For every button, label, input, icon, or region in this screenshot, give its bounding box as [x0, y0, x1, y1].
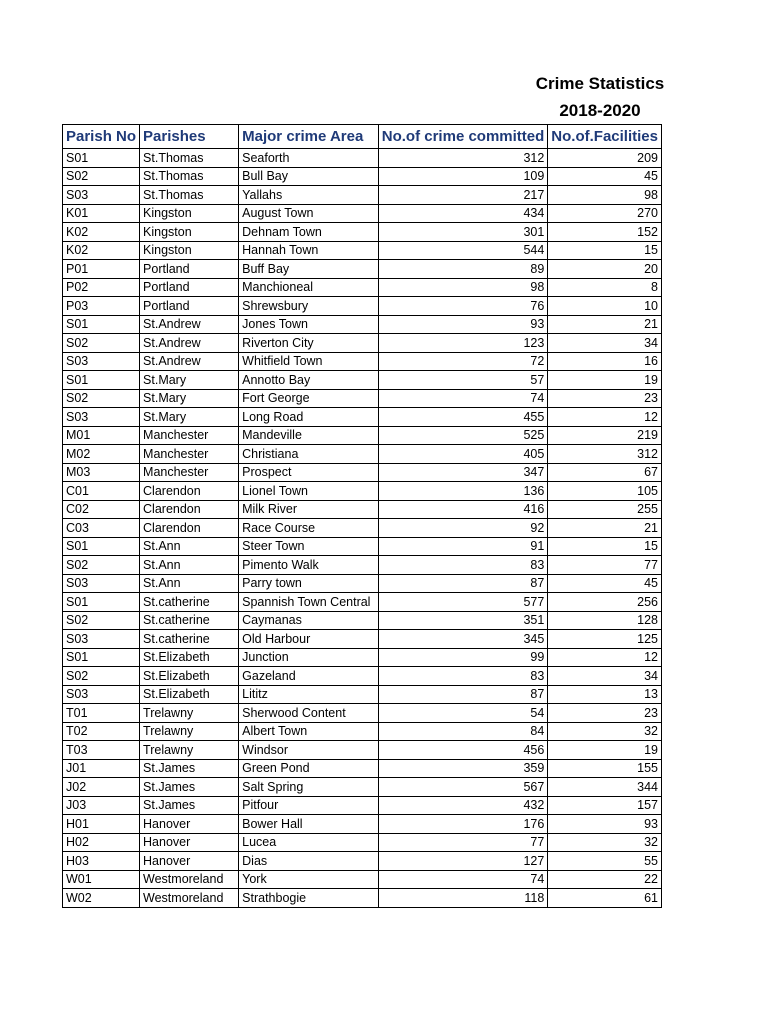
parish-cell[interactable]: St.Mary — [140, 389, 239, 408]
parish-cell[interactable]: Westmoreland — [140, 889, 239, 908]
parish-cell[interactable]: St.catherine — [140, 611, 239, 630]
facilities-cell[interactable]: 61 — [548, 889, 662, 908]
crime-area-cell[interactable]: Race Course — [239, 519, 379, 538]
facilities-cell[interactable]: 105 — [548, 482, 662, 501]
facilities-cell[interactable]: 255 — [548, 500, 662, 519]
parish-cell[interactable]: Kingston — [140, 204, 239, 223]
parish-no-cell[interactable]: H02 — [63, 833, 140, 852]
table-row — [63, 500, 662, 519]
parish-no-cell[interactable]: K02 — [63, 223, 140, 242]
facilities-cell[interactable]: 16 — [548, 352, 662, 371]
crimes-committed-cell[interactable]: 217 — [378, 186, 548, 205]
facilities-cell[interactable]: 155 — [548, 759, 662, 778]
facilities-cell[interactable]: 22 — [548, 870, 662, 889]
crimes-committed-cell[interactable]: 434 — [378, 204, 548, 223]
parish-no-cell[interactable]: P01 — [63, 260, 140, 279]
sheet-subtitle-years: 2018-2020 — [559, 101, 641, 120]
parish-cell[interactable]: St.Andrew — [140, 352, 239, 371]
crimes-committed-cell[interactable]: 57 — [378, 371, 548, 390]
table-row — [63, 445, 662, 464]
table-row — [63, 352, 662, 371]
facilities-cell[interactable]: 45 — [548, 167, 662, 186]
table-row — [63, 260, 662, 279]
crime-area-cell[interactable]: Bower Hall — [239, 815, 379, 834]
crimes-committed-cell[interactable]: 84 — [378, 722, 548, 741]
crime-statistics-sheet — [62, 124, 662, 908]
facilities-cell[interactable]: 12 — [548, 408, 662, 427]
parish-cell[interactable]: St.Thomas — [140, 149, 239, 168]
facilities-cell[interactable]: 20 — [548, 260, 662, 279]
table-row — [63, 334, 662, 353]
facilities-cell[interactable]: 13 — [548, 685, 662, 704]
crimes-committed-cell[interactable]: 87 — [378, 574, 548, 593]
facilities-cell[interactable]: 270 — [548, 204, 662, 223]
crime-area-cell[interactable]: Annotto Bay — [239, 371, 379, 390]
crimes-committed-cell[interactable]: 99 — [378, 648, 548, 667]
parish-no-cell[interactable]: S02 — [63, 167, 140, 186]
crimes-committed-cell[interactable]: 98 — [378, 278, 548, 297]
crime-area-cell[interactable]: Albert Town — [239, 722, 379, 741]
facilities-cell[interactable]: 312 — [548, 445, 662, 464]
parish-no-cell[interactable]: K01 — [63, 204, 140, 223]
parish-cell[interactable]: Kingston — [140, 223, 239, 242]
parish-cell[interactable]: St.Ann — [140, 574, 239, 593]
crime-area-cell[interactable]: Lionel Town — [239, 482, 379, 501]
table-row — [63, 796, 662, 815]
parish-no-cell[interactable]: C01 — [63, 482, 140, 501]
crime-area-cell[interactable]: Milk River — [239, 500, 379, 519]
table-row — [63, 741, 662, 760]
facilities-cell[interactable]: 45 — [548, 574, 662, 593]
parish-cell[interactable]: Manchester — [140, 426, 239, 445]
table-row — [63, 704, 662, 723]
crimes-committed-cell[interactable]: 351 — [378, 611, 548, 630]
table-row — [63, 870, 662, 889]
crime-area-cell[interactable]: Lititz — [239, 685, 379, 704]
crimes-committed-cell[interactable]: 405 — [378, 445, 548, 464]
table-row — [63, 648, 662, 667]
parish-no-cell[interactable]: C02 — [63, 500, 140, 519]
parish-cell[interactable]: St.catherine — [140, 630, 239, 649]
crimes-committed-cell[interactable]: 456 — [378, 741, 548, 760]
parish-no-cell[interactable]: S01 — [63, 315, 140, 334]
crimes-committed-cell[interactable]: 92 — [378, 519, 548, 538]
crime-area-cell[interactable]: Prospect — [239, 463, 379, 482]
parish-no-cell[interactable]: K02 — [63, 241, 140, 260]
crimes-committed-cell[interactable]: 74 — [378, 870, 548, 889]
crimes-committed-cell[interactable]: 432 — [378, 796, 548, 815]
parish-cell[interactable]: Clarendon — [140, 519, 239, 538]
crimes-committed-cell[interactable]: 301 — [378, 223, 548, 242]
facilities-cell[interactable]: 21 — [548, 519, 662, 538]
header-major-crime-area: Major crime Area — [239, 125, 379, 149]
parish-cell[interactable]: St.Elizabeth — [140, 648, 239, 667]
facilities-cell[interactable]: 23 — [548, 389, 662, 408]
facilities-cell[interactable]: 8 — [548, 278, 662, 297]
table-row — [63, 667, 662, 686]
parish-no-cell[interactable]: T01 — [63, 704, 140, 723]
crime-area-cell[interactable]: Pitfour — [239, 796, 379, 815]
crimes-committed-cell[interactable]: 345 — [378, 630, 548, 649]
parish-cell[interactable]: Kingston — [140, 241, 239, 260]
facilities-cell[interactable]: 21 — [548, 315, 662, 334]
facilities-cell[interactable]: 98 — [548, 186, 662, 205]
facilities-cell[interactable]: 34 — [548, 667, 662, 686]
parish-no-cell[interactable]: S03 — [63, 408, 140, 427]
crimes-committed-cell[interactable]: 347 — [378, 463, 548, 482]
table-row — [63, 593, 662, 612]
table-row — [63, 297, 662, 316]
crime-area-cell[interactable]: Fort George — [239, 389, 379, 408]
parish-cell[interactable]: St.James — [140, 759, 239, 778]
crimes-committed-cell[interactable]: 87 — [378, 685, 548, 704]
parish-cell[interactable]: St.Andrew — [140, 315, 239, 334]
facilities-cell[interactable]: 15 — [548, 537, 662, 556]
parish-cell[interactable]: Hanover — [140, 852, 239, 871]
crimes-committed-cell[interactable]: 567 — [378, 778, 548, 797]
crimes-committed-cell[interactable]: 74 — [378, 389, 548, 408]
parish-no-cell[interactable]: J03 — [63, 796, 140, 815]
parish-cell[interactable]: St.catherine — [140, 593, 239, 612]
crimes-committed-cell[interactable]: 83 — [378, 667, 548, 686]
facilities-cell[interactable]: 344 — [548, 778, 662, 797]
parish-cell[interactable]: Westmoreland — [140, 870, 239, 889]
table-row — [63, 204, 662, 223]
crime-area-cell[interactable]: Sherwood Content — [239, 704, 379, 723]
table-row — [63, 778, 662, 797]
parish-no-cell[interactable]: S02 — [63, 611, 140, 630]
parish-cell[interactable]: St.James — [140, 796, 239, 815]
facilities-cell[interactable]: 219 — [548, 426, 662, 445]
parish-no-cell[interactable]: S01 — [63, 371, 140, 390]
crime-area-cell[interactable]: Old Harbour — [239, 630, 379, 649]
parish-cell[interactable]: Portland — [140, 278, 239, 297]
parish-cell[interactable]: St.Thomas — [140, 167, 239, 186]
crimes-committed-cell[interactable]: 83 — [378, 556, 548, 575]
crime-area-cell[interactable]: Junction — [239, 648, 379, 667]
table-row — [63, 278, 662, 297]
table-row — [63, 241, 662, 260]
parish-cell[interactable]: St.Mary — [140, 371, 239, 390]
parish-cell[interactable]: Trelawny — [140, 704, 239, 723]
facilities-cell[interactable]: 67 — [548, 463, 662, 482]
parish-cell[interactable]: Trelawny — [140, 741, 239, 760]
facilities-cell[interactable]: 157 — [548, 796, 662, 815]
parish-no-cell[interactable]: W02 — [63, 889, 140, 908]
parish-no-cell[interactable]: S03 — [63, 352, 140, 371]
parish-no-cell[interactable]: W01 — [63, 870, 140, 889]
parish-no-cell[interactable]: S01 — [63, 648, 140, 667]
crimes-committed-cell[interactable]: 577 — [378, 593, 548, 612]
crime-area-cell[interactable]: Christiana — [239, 445, 379, 464]
crimes-committed-cell[interactable]: 54 — [378, 704, 548, 723]
table-row — [63, 630, 662, 649]
parish-no-cell[interactable]: J02 — [63, 778, 140, 797]
facilities-cell[interactable]: 125 — [548, 630, 662, 649]
crime-area-cell[interactable]: Riverton City — [239, 334, 379, 353]
crime-area-cell[interactable]: Lucea — [239, 833, 379, 852]
parish-no-cell[interactable]: J01 — [63, 759, 140, 778]
parish-no-cell[interactable]: M03 — [63, 463, 140, 482]
parish-cell[interactable]: Clarendon — [140, 482, 239, 501]
parish-cell[interactable]: Trelawny — [140, 722, 239, 741]
parish-cell[interactable]: St.Ann — [140, 537, 239, 556]
crimes-committed-cell[interactable]: 77 — [378, 833, 548, 852]
facilities-cell[interactable]: 23 — [548, 704, 662, 723]
crime-area-cell[interactable]: August Town — [239, 204, 379, 223]
crime-area-cell[interactable]: Steer Town — [239, 537, 379, 556]
facilities-cell[interactable]: 19 — [548, 371, 662, 390]
crime-area-cell[interactable]: Windsor — [239, 741, 379, 760]
header-facilities: No.of.Facilities — [548, 125, 662, 149]
crime-statistics-table — [62, 124, 662, 908]
table-row — [63, 482, 662, 501]
parish-no-cell[interactable]: S02 — [63, 556, 140, 575]
crime-area-cell[interactable]: Salt Spring — [239, 778, 379, 797]
table-row — [63, 852, 662, 871]
crime-area-cell[interactable]: Yallahs — [239, 186, 379, 205]
parish-no-cell[interactable]: C03 — [63, 519, 140, 538]
facilities-cell[interactable]: 19 — [548, 741, 662, 760]
parish-cell[interactable]: Hanover — [140, 815, 239, 834]
crime-area-cell[interactable]: Gazeland — [239, 667, 379, 686]
parish-no-cell[interactable]: S03 — [63, 630, 140, 649]
parish-no-cell[interactable]: S02 — [63, 334, 140, 353]
table-row — [63, 408, 662, 427]
parish-no-cell[interactable]: S03 — [63, 574, 140, 593]
crimes-committed-cell[interactable]: 416 — [378, 500, 548, 519]
table-row — [63, 426, 662, 445]
crime-area-cell[interactable]: Dias — [239, 852, 379, 871]
facilities-cell[interactable]: 32 — [548, 833, 662, 852]
table-row — [63, 149, 662, 168]
facilities-cell[interactable]: 256 — [548, 593, 662, 612]
crime-area-cell[interactable]: Shrewsbury — [239, 297, 379, 316]
table-row — [63, 389, 662, 408]
crimes-committed-cell[interactable]: 455 — [378, 408, 548, 427]
crimes-committed-cell[interactable]: 91 — [378, 537, 548, 556]
table-row — [63, 463, 662, 482]
parish-cell[interactable]: Manchester — [140, 463, 239, 482]
crime-area-cell[interactable]: Dehnam Town — [239, 223, 379, 242]
crimes-committed-cell[interactable]: 123 — [378, 334, 548, 353]
facilities-cell[interactable]: 10 — [548, 297, 662, 316]
facilities-cell[interactable]: 152 — [548, 223, 662, 242]
crimes-committed-cell[interactable]: 72 — [378, 352, 548, 371]
facilities-cell[interactable]: 15 — [548, 241, 662, 260]
crimes-committed-cell[interactable]: 118 — [378, 889, 548, 908]
parish-no-cell[interactable]: H03 — [63, 852, 140, 871]
sheet-title: Crime Statistics — [535, 74, 665, 93]
header-crimes-committed: No.of crime committed — [378, 125, 548, 149]
parish-no-cell[interactable]: S01 — [63, 149, 140, 168]
parish-cell[interactable]: Hanover — [140, 833, 239, 852]
crimes-committed-cell[interactable]: 312 — [378, 149, 548, 168]
crime-area-cell[interactable]: Green Pond — [239, 759, 379, 778]
facilities-cell[interactable]: 77 — [548, 556, 662, 575]
crime-area-cell[interactable]: Whitfield Town — [239, 352, 379, 371]
table-row — [63, 167, 662, 186]
parish-no-cell[interactable]: S03 — [63, 685, 140, 704]
crime-area-cell[interactable]: Mandeville — [239, 426, 379, 445]
parish-no-cell[interactable]: P03 — [63, 297, 140, 316]
crime-area-cell[interactable]: Manchioneal — [239, 278, 379, 297]
parish-no-cell[interactable]: S03 — [63, 186, 140, 205]
crimes-committed-cell[interactable]: 359 — [378, 759, 548, 778]
crime-area-cell[interactable]: Caymanas — [239, 611, 379, 630]
parish-no-cell[interactable]: T03 — [63, 741, 140, 760]
crime-area-cell[interactable]: York — [239, 870, 379, 889]
parish-cell[interactable]: St.Mary — [140, 408, 239, 427]
parish-no-cell[interactable]: M02 — [63, 445, 140, 464]
crime-area-cell[interactable]: Bull Bay — [239, 167, 379, 186]
table-row — [63, 556, 662, 575]
table-row — [63, 574, 662, 593]
table-row — [63, 315, 662, 334]
crime-area-cell[interactable]: Long Road — [239, 408, 379, 427]
parish-cell[interactable]: Portland — [140, 297, 239, 316]
parish-cell[interactable]: St.Thomas — [140, 186, 239, 205]
crime-area-cell[interactable]: Spannish Town Central — [239, 593, 379, 612]
facilities-cell[interactable]: 32 — [548, 722, 662, 741]
table-row — [63, 223, 662, 242]
table-row — [63, 833, 662, 852]
crime-area-cell[interactable]: Buff Bay — [239, 260, 379, 279]
facilities-cell[interactable]: 12 — [548, 648, 662, 667]
parish-cell[interactable]: Portland — [140, 260, 239, 279]
table-row — [63, 371, 662, 390]
crime-area-cell[interactable]: Jones Town — [239, 315, 379, 334]
parish-cell[interactable]: St.James — [140, 778, 239, 797]
table-row — [63, 889, 662, 908]
parish-cell[interactable]: St.Elizabeth — [140, 685, 239, 704]
header-parishes: Parishes — [140, 125, 239, 149]
parish-cell[interactable]: Clarendon — [140, 500, 239, 519]
crimes-committed-cell[interactable]: 525 — [378, 426, 548, 445]
table-row — [63, 759, 662, 778]
crimes-committed-cell[interactable]: 93 — [378, 315, 548, 334]
facilities-cell[interactable]: 209 — [548, 149, 662, 168]
parish-no-cell[interactable]: S02 — [63, 389, 140, 408]
parish-no-cell[interactable]: P02 — [63, 278, 140, 297]
parish-cell[interactable]: Manchester — [140, 445, 239, 464]
crimes-committed-cell[interactable]: 127 — [378, 852, 548, 871]
parish-no-cell[interactable]: S01 — [63, 593, 140, 612]
parish-cell[interactable]: St.Andrew — [140, 334, 239, 353]
facilities-cell[interactable]: 55 — [548, 852, 662, 871]
parish-no-cell[interactable]: S01 — [63, 537, 140, 556]
parish-no-cell[interactable]: M01 — [63, 426, 140, 445]
table-row — [63, 519, 662, 538]
parish-no-cell[interactable]: S02 — [63, 667, 140, 686]
crime-area-cell[interactable]: Parry town — [239, 574, 379, 593]
table-row — [63, 186, 662, 205]
table-row — [63, 537, 662, 556]
crimes-committed-cell[interactable]: 544 — [378, 241, 548, 260]
table-row — [63, 685, 662, 704]
parish-no-cell[interactable]: T02 — [63, 722, 140, 741]
header-parish-no: Parish No — [63, 125, 140, 149]
crimes-committed-cell[interactable]: 176 — [378, 815, 548, 834]
crimes-committed-cell[interactable]: 76 — [378, 297, 548, 316]
facilities-cell[interactable]: 93 — [548, 815, 662, 834]
crime-area-cell[interactable]: Hannah Town — [239, 241, 379, 260]
crimes-committed-cell[interactable]: 89 — [378, 260, 548, 279]
table-row — [63, 611, 662, 630]
table-row — [63, 815, 662, 834]
header-row — [63, 125, 662, 149]
crime-area-cell[interactable]: Pimento Walk — [239, 556, 379, 575]
parish-cell[interactable]: St.Elizabeth — [140, 667, 239, 686]
parish-no-cell[interactable]: H01 — [63, 815, 140, 834]
facilities-cell[interactable]: 34 — [548, 334, 662, 353]
parish-cell[interactable]: St.Ann — [140, 556, 239, 575]
crime-area-cell[interactable]: Seaforth — [239, 149, 379, 168]
crimes-committed-cell[interactable]: 109 — [378, 167, 548, 186]
crimes-committed-cell[interactable]: 136 — [378, 482, 548, 501]
facilities-cell[interactable]: 128 — [548, 611, 662, 630]
crime-area-cell[interactable]: Strathbogie — [239, 889, 379, 908]
table-row — [63, 722, 662, 741]
